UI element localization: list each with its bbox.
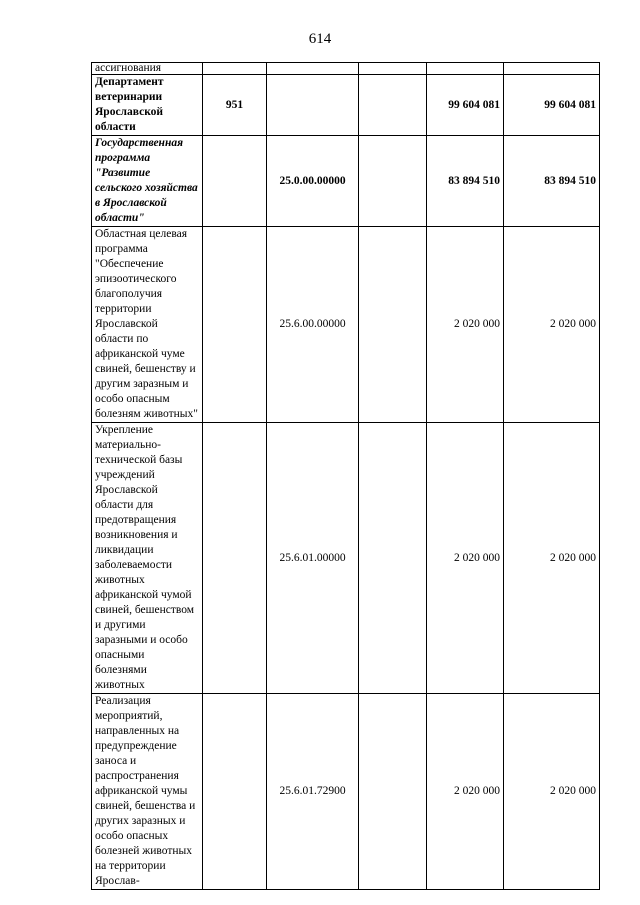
expense-type-cell <box>359 423 427 694</box>
table-row <box>92 227 600 423</box>
expense-type-cell <box>359 694 427 890</box>
amount-2-cell: 99 604 081 <box>504 75 600 136</box>
budget-table <box>91 62 600 890</box>
amount-2-cell <box>504 63 600 75</box>
program-code-cell: 25.0.00.00000 <box>267 136 359 227</box>
program-code-cell <box>267 75 359 136</box>
dept-cell <box>203 227 267 423</box>
table-row <box>92 75 600 136</box>
table-row <box>92 423 600 694</box>
dept-cell: 951 <box>203 75 267 136</box>
amount-1-cell: 83 894 510 <box>427 136 504 227</box>
dept-cell <box>203 423 267 694</box>
amount-1-cell: 99 604 081 <box>427 75 504 136</box>
row-name-cell: Реализация мероприятий, направленных на предупреждение заноса и распространения африканской чумы свиней, бешенства и других заразных и особо опасных болезней животных на территории Ярослав- <box>92 694 203 890</box>
page-number: 614 <box>308 31 332 47</box>
program-code-cell: 25.6.01.72900 <box>267 694 359 890</box>
expense-type-cell <box>359 227 427 423</box>
row-name-cell: Областная целевая программа "Обеспечение эпизоотического благополучия территории Ярославской области по африканской чуме свиней, бешенству и другим заразным и особо опасным болезням животных" <box>92 227 203 423</box>
dept-cell <box>203 136 267 227</box>
program-code-cell: 25.6.01.00000 <box>267 423 359 694</box>
dept-cell <box>203 63 267 75</box>
dept-cell <box>203 694 267 890</box>
expense-type-cell <box>359 136 427 227</box>
amount-2-cell: 83 894 510 <box>504 136 600 227</box>
table-row <box>92 136 600 227</box>
row-name-cell: Департамент ветеринарии Ярославской области <box>92 75 203 136</box>
program-code-cell <box>267 63 359 75</box>
amount-1-cell: 2 020 000 <box>427 227 504 423</box>
expense-type-cell <box>359 63 427 75</box>
row-name-cell: Укрепление материально-технической базы учреждений Ярославской области для предотвращения возникновения и ликвидации заболеваемости животных африканской чумой свиней, бешенством и другими заразными и особо опасными болезнями животных <box>92 423 203 694</box>
amount-2-cell: 2 020 000 <box>504 423 600 694</box>
program-code-cell: 25.6.00.00000 <box>267 227 359 423</box>
amount-1-cell <box>427 63 504 75</box>
amount-1-cell: 2 020 000 <box>427 423 504 694</box>
row-name-cell: ассигнования <box>92 63 203 75</box>
amount-2-cell: 2 020 000 <box>504 227 600 423</box>
expense-type-cell <box>359 75 427 136</box>
table-row <box>92 63 600 75</box>
amount-1-cell: 2 020 000 <box>427 694 504 890</box>
amount-2-cell: 2 020 000 <box>504 694 600 890</box>
table-row <box>92 694 600 890</box>
row-name-cell: Государственная программа "Развитие сельского хозяйства в Ярославской области" <box>92 136 203 227</box>
